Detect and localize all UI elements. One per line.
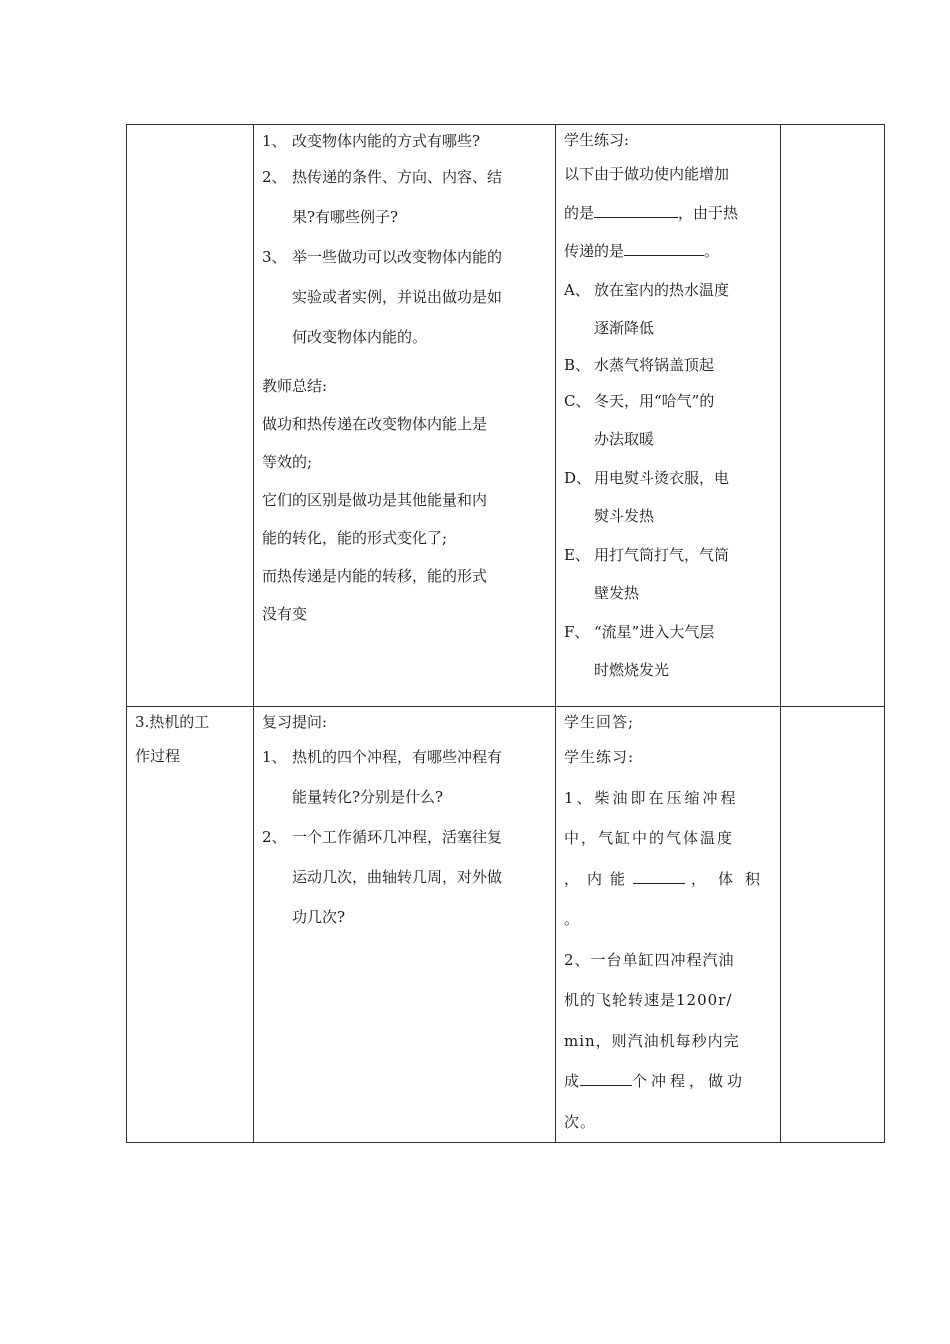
option-b: B、 水蒸气将锅盖顶起	[564, 355, 715, 374]
review-question-2: 2、 一个工作循环几冲程，活塞往复	[262, 828, 503, 846]
summary-line: 能的转化，能的形式变化了;	[262, 529, 448, 547]
teacher-cell	[254, 707, 556, 1143]
option-f: F、 “流星”进入大气层	[564, 622, 715, 641]
exercise-2-cont2: min，则汽油机每秒内完	[564, 1031, 740, 1050]
topic-cell	[127, 707, 254, 1143]
review-question-1: 1、 热机的四个冲程，有哪些冲程有	[262, 748, 503, 766]
topic-title-cont: 作过程	[135, 747, 181, 765]
answer-blank	[633, 883, 685, 884]
notes-cell	[781, 125, 885, 707]
review-question-2-cont2: 功几次?	[292, 908, 346, 926]
summary-line: 它们的区别是做功是其他能量和内	[262, 491, 488, 509]
option-e-cont: 壁发热	[594, 584, 640, 602]
exercise-2-end: 次。	[564, 1112, 597, 1131]
table-row	[127, 707, 885, 1143]
student-cell	[556, 125, 781, 707]
option-a: A、 放在室内的热水温度	[564, 280, 730, 299]
review-title: 复习提问:	[262, 713, 328, 731]
teacher-cell	[254, 125, 556, 707]
question-3-cont2: 何改变物体内能的。	[292, 328, 428, 346]
option-d-cont: 熨斗发热	[594, 507, 655, 525]
exercise-1: 1、柴油即在压缩冲程	[564, 788, 739, 807]
exercise-1-cont2: ，内能 ，体积	[564, 869, 773, 888]
question-2-cont: 果?有哪些例子?	[292, 208, 399, 226]
option-c-cont: 办法取暖	[594, 430, 655, 448]
option-f-cont: 时燃烧发光	[594, 661, 670, 679]
student-cell	[556, 707, 781, 1143]
question-2: 2、 热传递的条件、方向、内容、结	[262, 168, 503, 186]
notes-cell	[781, 707, 885, 1143]
question-text: 的是 ，由于热	[564, 203, 739, 222]
exercise-2-cont3: 成 个冲程，做功	[564, 1072, 747, 1090]
summary-line: 做功和热传递在改变物体内能上是	[262, 415, 488, 433]
summary-title: 教师总结:	[262, 377, 328, 395]
summary-line: 等效的;	[262, 453, 313, 471]
review-question-1-cont: 能量转化?分别是什么?	[292, 788, 444, 806]
exercise-2-cont: 机的飞轮转速是1200r/	[564, 991, 733, 1009]
question-3: 3、 举一些做功可以改变物体内能的	[262, 248, 503, 266]
question-3-cont: 实验或者实例，并说出做功是如	[292, 288, 503, 306]
summary-line: 没有变	[262, 605, 308, 623]
answer-blank	[594, 217, 678, 218]
topic-title: 3.热机的工	[135, 713, 210, 731]
question-1: 1、 改变物体内能的方式有哪些?	[262, 132, 481, 150]
student-practice-title: 学生练习:	[564, 748, 635, 766]
table-row	[127, 125, 885, 707]
answer-blank	[624, 255, 704, 256]
answer-blank	[580, 1085, 632, 1086]
exercise-1-end: 。	[564, 910, 581, 928]
question-text: 传递的是 。	[564, 242, 720, 260]
option-c: C、 冬天，用“哈气”的	[564, 391, 715, 410]
student-practice-title: 学生练习:	[564, 131, 630, 149]
exercise-2: 2、一台单缸四冲程汽油	[564, 950, 735, 969]
option-a-cont: 逐渐降低	[594, 319, 655, 337]
question-text: 以下由于做功使内能增加	[564, 165, 730, 183]
topic-cell-empty	[127, 125, 254, 707]
option-d: D、 用电熨斗烫衣服，电	[564, 468, 730, 487]
student-answer-title: 学生回答;	[564, 713, 635, 731]
review-question-2-cont: 运动几次，曲轴转几周，对外做	[292, 868, 503, 886]
summary-line: 而热传递是内能的转移，能的形式	[262, 567, 488, 585]
lesson-table	[126, 124, 885, 1143]
option-e: E、 用打气筒打气，气筒	[564, 545, 730, 564]
exercise-1-cont: 中，气缸中的气体温度	[564, 829, 735, 847]
